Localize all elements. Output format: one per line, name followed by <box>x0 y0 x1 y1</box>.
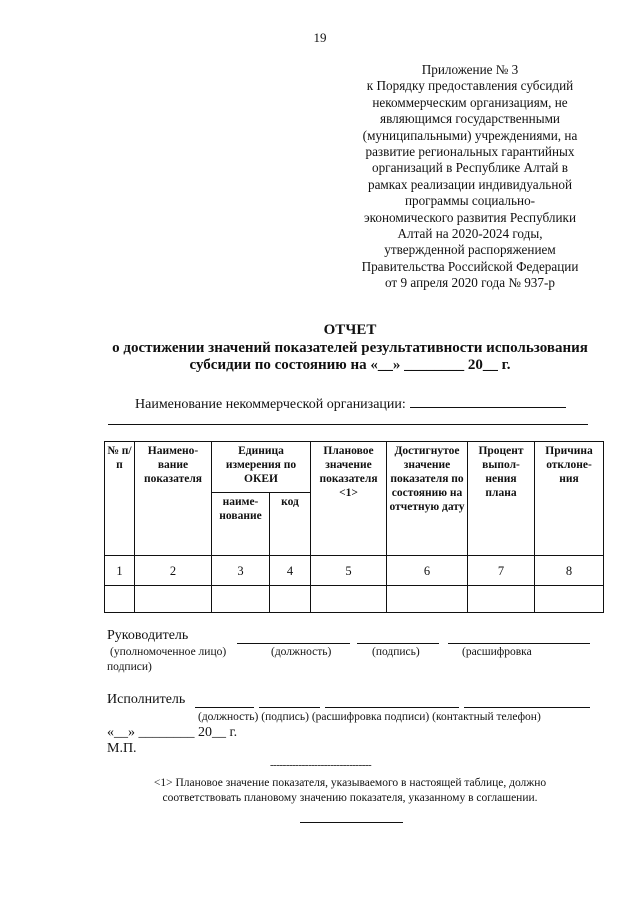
appendix-line: Правительства Российской Федерации <box>361 258 579 274</box>
header-planned: Плановое значение показателя <1> <box>311 442 387 556</box>
org-name-label: Наименование некоммерческой организации: <box>135 397 406 412</box>
head-caption-decode: (расшифровка <box>462 646 532 658</box>
date-line: «__» ________ 20__ г. <box>107 725 238 740</box>
table-cell[interactable] <box>135 586 212 613</box>
footnote-line: соответствовать плановому значению показателя, указанному в соглашении. <box>162 792 538 804</box>
column-number: 5 <box>311 556 387 586</box>
column-number: 2 <box>135 556 212 586</box>
table-cell[interactable] <box>535 586 604 613</box>
table-cell[interactable] <box>468 586 535 613</box>
appendix-line: организаций в Республике Алтай в <box>371 160 568 176</box>
appendix-line: (муниципальными) учреждениями, на <box>362 127 578 143</box>
appendix-line: некоммерческим организациям, не <box>372 94 568 110</box>
org-name-blank-line[interactable] <box>108 424 588 425</box>
footnote <box>100 776 600 806</box>
table-cell[interactable] <box>270 586 311 613</box>
head-position-blank[interactable] <box>237 642 350 644</box>
appendix-line: экономического развития Республики <box>363 209 577 225</box>
column-number: 8 <box>535 556 604 586</box>
head-decode-blank[interactable] <box>448 642 590 644</box>
appendix-line: Приложение № 3 <box>421 62 519 77</box>
column-number: 7 <box>468 556 535 586</box>
appendix-header <box>335 62 605 292</box>
head-caption-position: (должность) <box>271 646 332 658</box>
org-name-blank[interactable] <box>410 394 566 408</box>
header-reason: Причина отклоне-ния <box>535 442 604 556</box>
header-indicator-name: Наимено-вание показателя <box>135 442 212 556</box>
report-title: ОТЧЕТ <box>323 322 377 338</box>
head-caption-signature: (подпись) <box>372 646 420 658</box>
executor-phone-blank[interactable] <box>464 706 590 708</box>
table-row <box>105 586 604 613</box>
executor-label: Исполнитель <box>107 692 186 707</box>
executor-decode-blank[interactable] <box>325 706 459 708</box>
closing-rule <box>300 821 403 823</box>
report-title-block <box>100 322 600 375</box>
table-cell[interactable] <box>212 586 270 613</box>
appendix-line: от 9 апреля 2020 года № 937-р <box>385 275 555 291</box>
table-cell[interactable] <box>311 586 387 613</box>
stamp-label: М.П. <box>107 741 137 756</box>
appendix-line: Алтай на 2020-2024 годы, <box>397 226 543 242</box>
header-achieved: Достигнутое значение показателя по состоянию на отчетную дату <box>387 442 468 556</box>
appendix-line: программы социально- <box>404 193 536 209</box>
executor-captions: (должность) (подпись) (расшифровка подписи) (контактный телефон) <box>198 711 541 723</box>
column-number: 3 <box>212 556 270 586</box>
org-name-row <box>135 394 566 413</box>
report-table <box>104 441 604 613</box>
column-number: 1 <box>105 556 135 586</box>
table-cell[interactable] <box>105 586 135 613</box>
appendix-line: являющимся государственными <box>380 111 560 127</box>
table-cell[interactable] <box>387 586 468 613</box>
report-subtitle-date: субсидии по состоянию на «__» ________ 20__ г. <box>189 357 511 373</box>
column-number: 4 <box>270 556 311 586</box>
head-caption-decode-cont: подписи) <box>107 661 152 673</box>
page-number: 19 <box>313 30 327 45</box>
footnote-line: <1> Плановое значение показателя, указываемого в настоящей таблице, должно <box>153 777 547 789</box>
appendix-line: утвержденной распоряжением <box>384 242 556 258</box>
head-signature-blank[interactable] <box>357 642 439 644</box>
header-unit-name: наиме-нование <box>212 493 270 556</box>
column-number: 6 <box>387 556 468 586</box>
executor-position-blank[interactable] <box>195 706 254 708</box>
appendix-line: рамках реализации индивидуальной <box>367 176 573 192</box>
header-percent: Процент выпол-нения плана <box>468 442 535 556</box>
executor-signature-blank[interactable] <box>259 706 320 708</box>
appendix-line: развитие региональных гарантийных <box>365 144 575 160</box>
report-subtitle: о достижении значений показателей результативности использования <box>112 339 588 356</box>
footnote-separator: -------------------------------- <box>270 759 372 771</box>
head-label: Руководитель <box>107 628 189 643</box>
appendix-line: к Порядку предоставления субсидий <box>366 78 574 94</box>
header-unit-code: код <box>270 493 311 556</box>
header-num: № п/п <box>105 442 135 556</box>
head-caption-authorized: (уполномоченное лицо) <box>110 646 227 658</box>
header-unit: Единица измерения по ОКЕИ <box>212 442 311 493</box>
